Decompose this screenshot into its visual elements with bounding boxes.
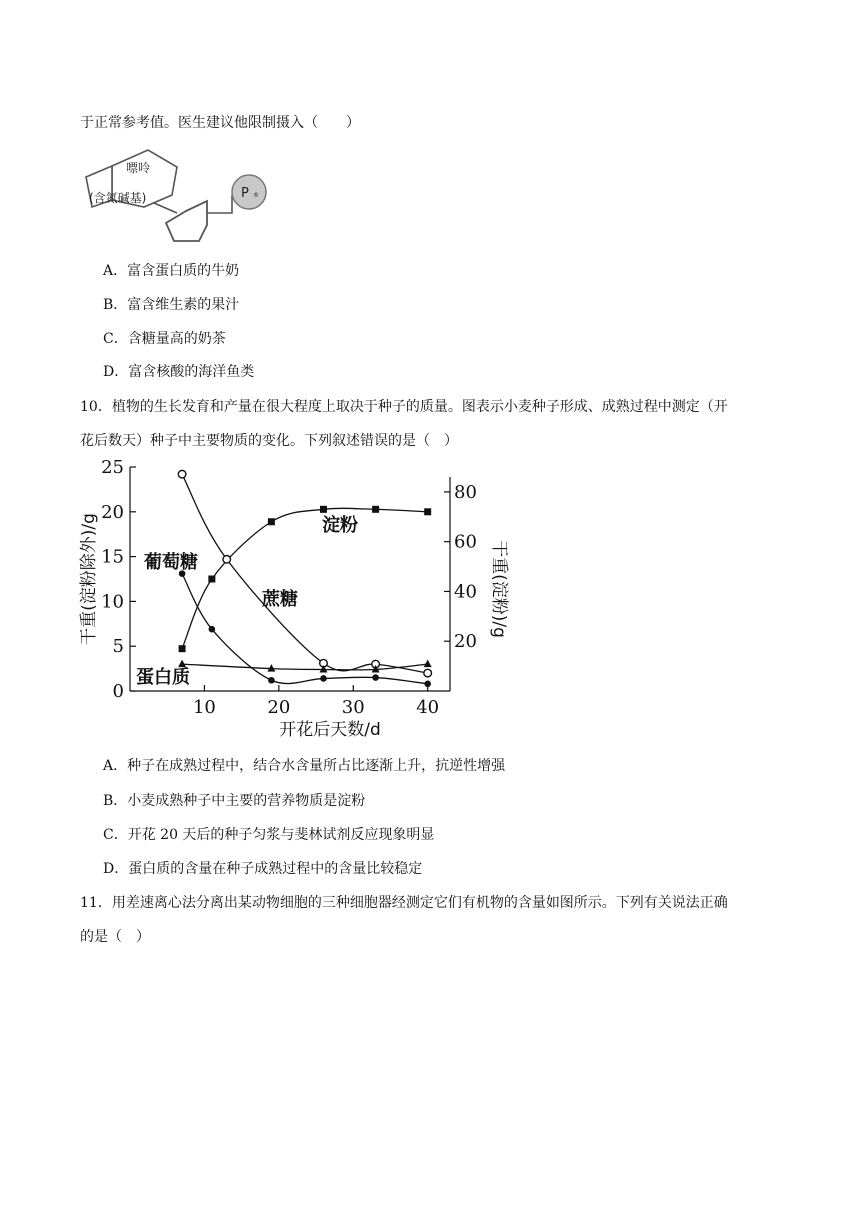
series-line-3	[182, 664, 428, 670]
q9-option-c: C．含糖量高的奶茶	[103, 331, 226, 347]
x-tick-label: 40	[416, 697, 440, 718]
q10-option-b: B．小麦成熟种子中主要的营养物质是淀粉	[103, 793, 366, 809]
q10-option-d: D．蛋白质的含量在种子成熟过程中的含量比较稳定	[103, 861, 423, 877]
svg-text:®: ®	[253, 192, 259, 199]
x-tick-label: 20	[267, 697, 291, 718]
q9-option-d: D．富含核酸的海洋鱼类	[103, 364, 255, 380]
y-tick-label-left: 10	[101, 591, 124, 613]
data-point-square	[372, 506, 379, 513]
q9-option-b: B．富含维生素的果汁	[103, 297, 240, 313]
q10-stem-line1: 10．植物的生长发育和产量在很大程度上取决于种子的质量。图表示小麦种子形成、成熟过程中测定（开	[80, 399, 728, 415]
data-point-open-circle	[424, 669, 432, 677]
y-tick-label-left: 25	[101, 457, 124, 478]
y-tick-label-left: 5	[112, 636, 124, 658]
phosphate-circle	[232, 175, 266, 209]
base-sublabel: (含氮碱基)	[89, 191, 147, 205]
data-point-square	[268, 518, 275, 525]
y-axis-label-left: 干重(淀粉除外)/g	[79, 513, 99, 645]
data-point-square	[424, 508, 431, 515]
y-tick-label-right: 80	[454, 481, 477, 503]
data-point-square	[208, 576, 215, 583]
data-point-filled-circle	[268, 677, 275, 684]
y-tick-label-left: 20	[101, 501, 124, 523]
data-point-filled-circle	[372, 674, 379, 681]
data-point-open-circle	[223, 555, 231, 563]
seed-composition-chart	[70, 455, 510, 740]
ribose-pentagon	[166, 201, 207, 241]
data-point-filled-circle	[320, 675, 327, 682]
y-tick-label-left: 0	[112, 681, 124, 702]
base-label: 嘌呤	[126, 161, 151, 175]
data-point-triangle	[424, 660, 432, 668]
data-point-filled-circle	[209, 626, 216, 633]
series-label-0: 淀粉	[322, 515, 358, 536]
y-tick-label-right: 40	[454, 581, 477, 603]
q10-stem-line2: 花后数天）种子中主要物质的变化。下列叙述错误的是（ ）	[80, 433, 458, 449]
q10-option-a: A．种子在成熟过程中，结合水含量所占比逐渐上升，抗逆性增强	[103, 758, 506, 774]
y-tick-label-left: 15	[101, 546, 124, 568]
y-tick-label-right: 60	[454, 531, 477, 553]
y-tick-label-right: 20	[454, 631, 477, 653]
base-sugar-bond	[154, 203, 177, 213]
data-point-triangle	[178, 660, 186, 668]
nucleotide-diagram	[82, 145, 272, 245]
q11-stem-line1: 11．用差速离心法分离出某动物细胞的三种细胞器经测定它们有机物的含量如图所示。下列有关说法正确	[80, 895, 728, 911]
data-point-square	[179, 645, 186, 652]
q9-stem: 于正常参考值。医生建议他限制摄入（ ）	[80, 115, 360, 131]
q10-option-c: C．开花 20 天后的种子匀浆与斐林试剂反应现象明显	[103, 827, 435, 843]
y-axis-label-right: 干重(淀粉)/g	[489, 540, 509, 638]
x-tick-label: 10	[192, 697, 216, 718]
series-label-3: 蛋白质	[136, 667, 190, 688]
series-label-1: 蔗糖	[262, 589, 298, 610]
phosphate-label: P	[241, 186, 249, 201]
x-axis-label: 开花后天数/d	[279, 720, 381, 740]
data-point-open-circle	[178, 470, 186, 478]
data-point-filled-circle	[424, 681, 431, 688]
q9-option-a: A．富含蛋白质的牛奶	[103, 263, 240, 279]
series-line-0	[182, 508, 428, 648]
data-point-square	[320, 506, 327, 513]
series-line-2	[182, 574, 428, 684]
series-line-1	[182, 474, 428, 673]
sugar-phosphate-bond	[207, 195, 232, 213]
x-tick-label: 30	[341, 697, 365, 718]
q11-stem-line2: 的是（ ）	[80, 929, 150, 945]
series-label-2: 葡萄糖	[144, 552, 198, 573]
